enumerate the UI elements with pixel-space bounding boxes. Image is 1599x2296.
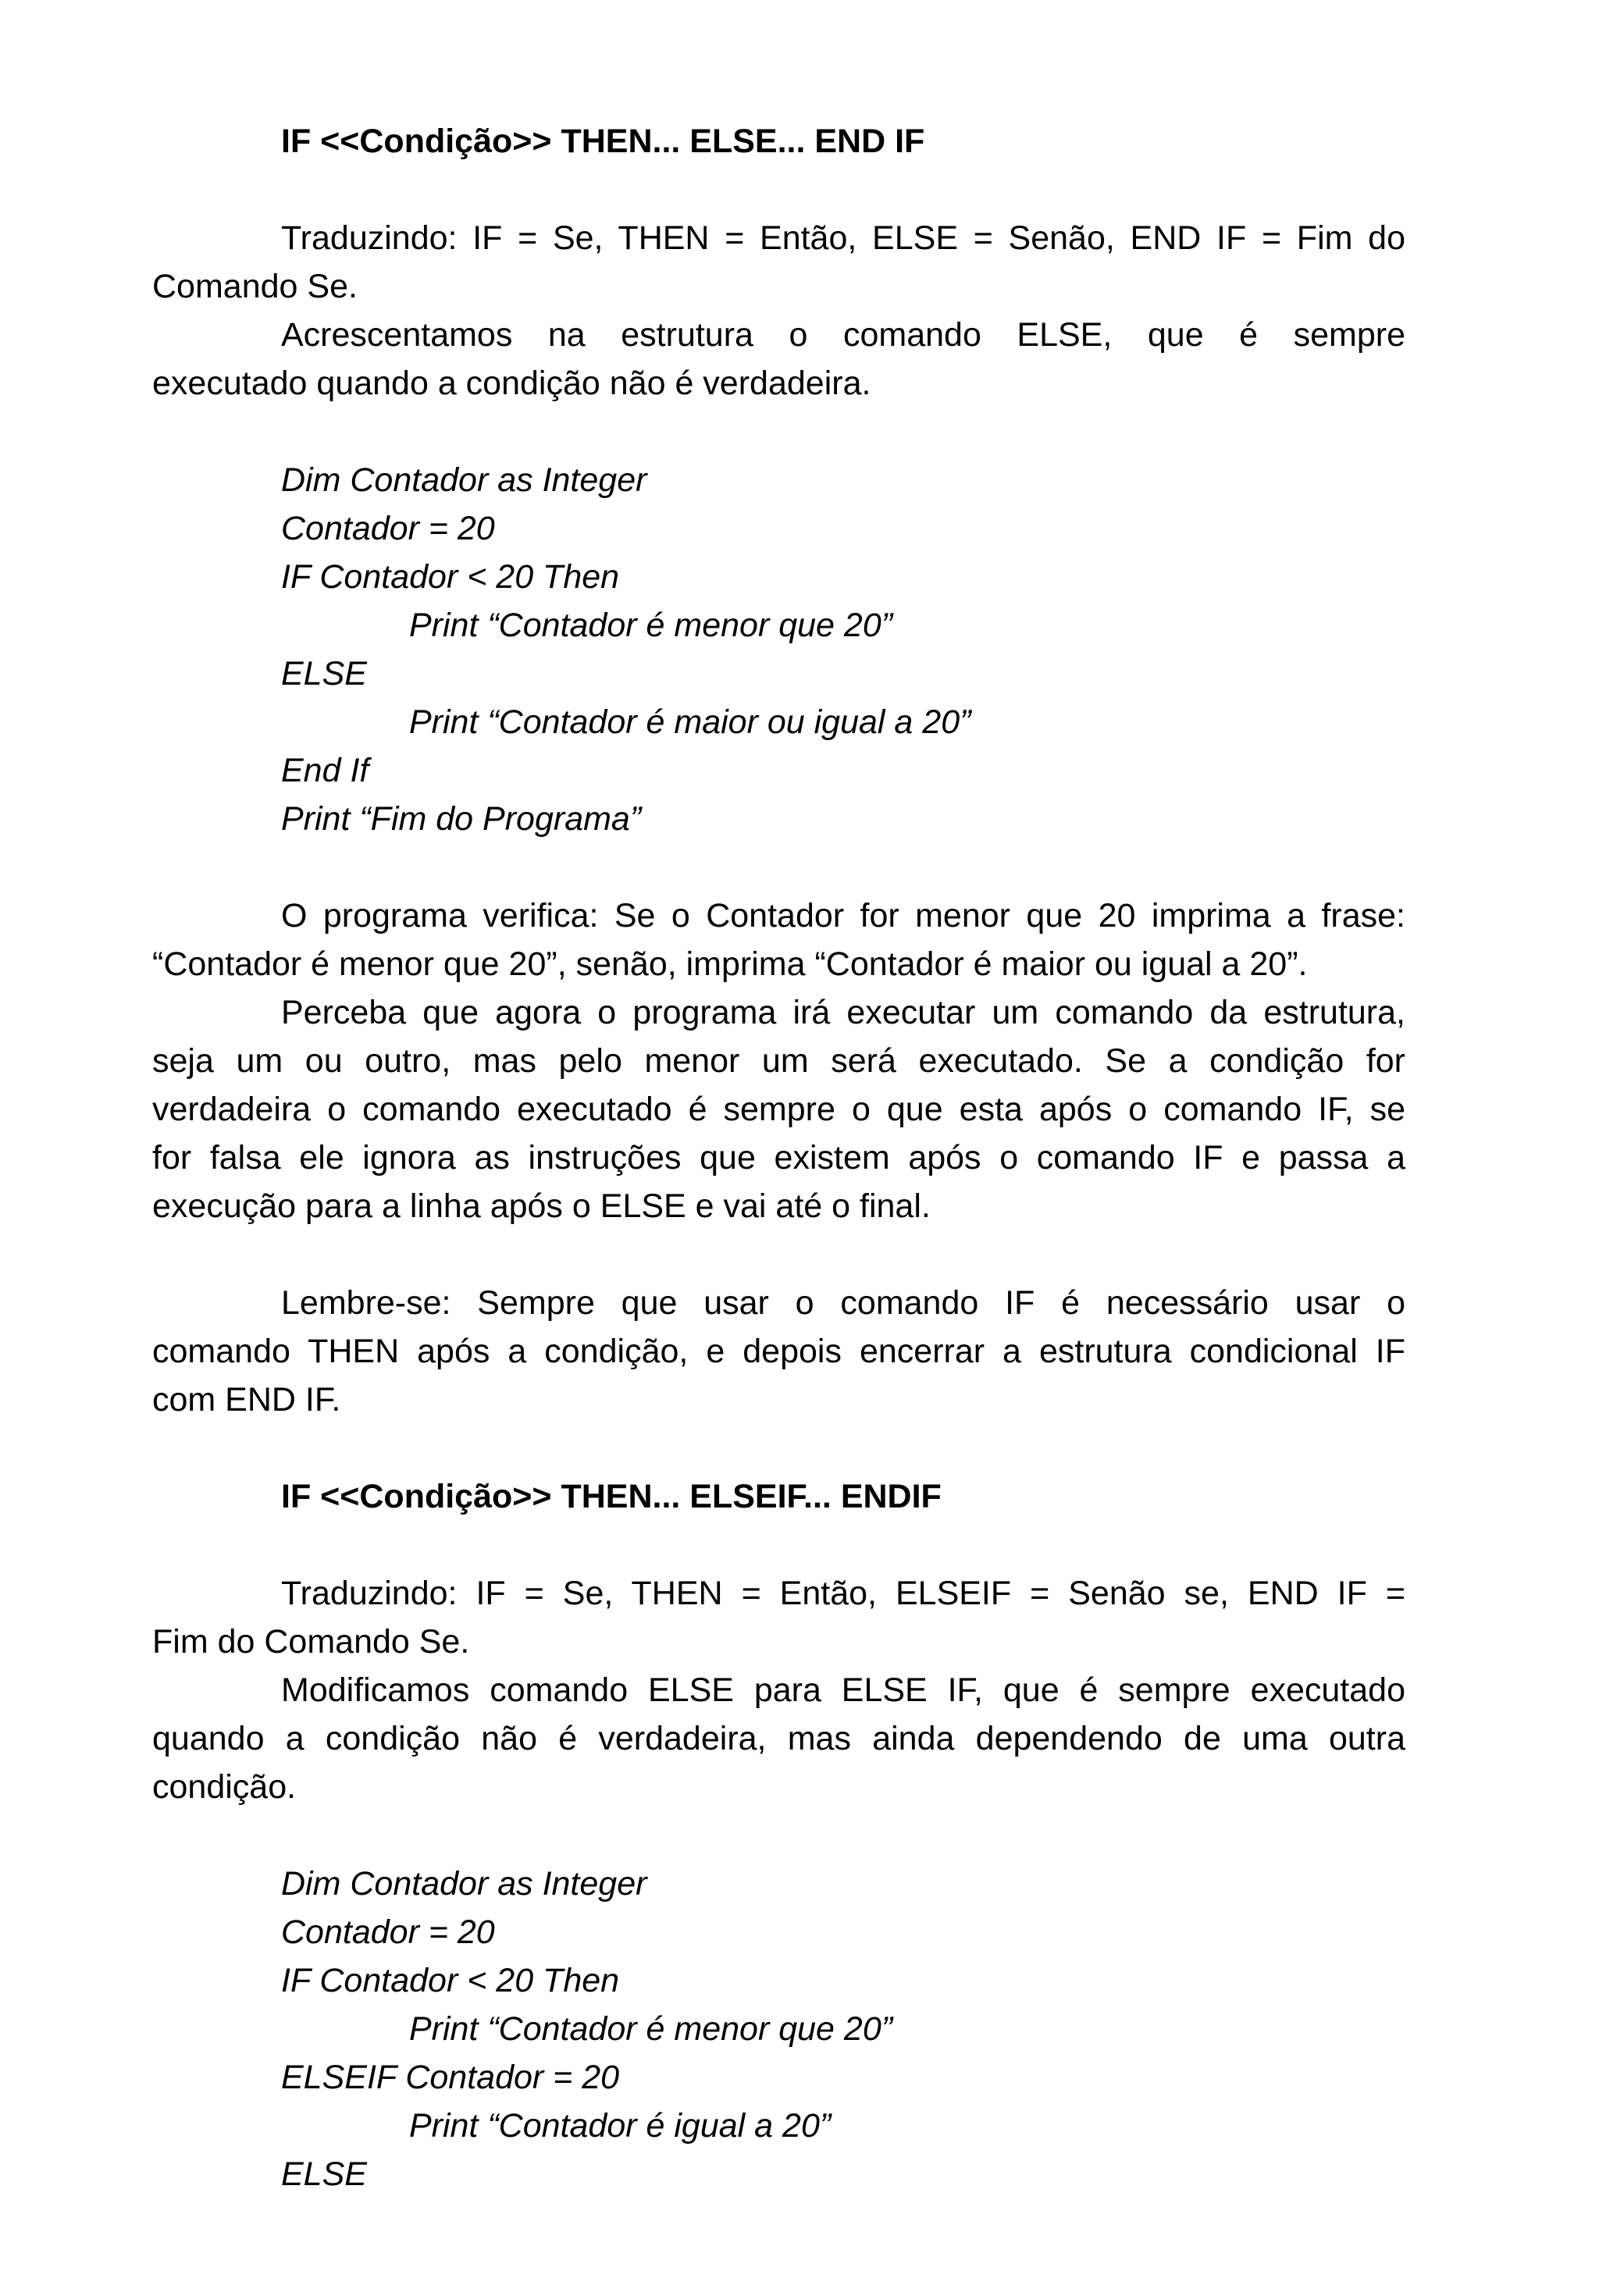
code-line: Dim Contador as Integer <box>281 461 647 499</box>
section-heading-if-else: IF <<Condição>> THEN... ELSE... END IF <box>281 123 925 160</box>
code-line: Print “Contador é maior ou igual a 20” <box>409 703 971 741</box>
paragraph-notice-line: seja um ou outro, mas pelo menor um será executado. Se a condição for <box>152 1042 1405 1080</box>
paragraph-remember-line: comando THEN após a condição, e depois encerrar a estrutura condicional IF <box>152 1333 1405 1370</box>
code-line: Dim Contador as Integer <box>281 1865 647 1903</box>
paragraph-verifies-line: O programa verifica: Se o Contador for menor que 20 imprima a frase: <box>281 897 1405 934</box>
paragraph-explanation-line: quando a condição não é verdadeira, mas ainda dependendo de uma outra <box>152 1720 1405 1757</box>
code-line: ELSE <box>281 655 367 692</box>
paragraph-explanation-line: condição. <box>152 1768 297 1806</box>
code-line: IF Contador < 20 Then <box>281 1962 620 1999</box>
code-line: Print “Contador é menor que 20” <box>409 607 893 644</box>
code-line: Contador = 20 <box>281 1913 495 1951</box>
code-line: Print “Contador é igual a 20” <box>409 2107 832 2145</box>
paragraph-translation-line: Traduzindo: IF = Se, THEN = Então, ELSE = Senão, END IF = Fim do <box>281 219 1405 257</box>
paragraph-notice-line: verdadeira o comando executado é sempre o que esta após o comando IF, se <box>152 1091 1405 1128</box>
code-line: ELSEIF Contador = 20 <box>281 2059 620 2096</box>
code-line: End If <box>281 752 369 789</box>
section-heading-if-elseif: IF <<Condição>> THEN... ELSEIF... ENDIF <box>281 1478 942 1515</box>
paragraph-translation-line: Comando Se. <box>152 268 358 305</box>
paragraph-remember-line: com END IF. <box>152 1381 341 1419</box>
paragraph-translation-line: Traduzindo: IF = Se, THEN = Então, ELSEIF = Senão se, END IF = <box>281 1575 1405 1612</box>
code-line: Print “Fim do Programa” <box>281 800 642 838</box>
paragraph-notice-line: for falsa ele ignora as instruções que existem após o comando IF e passa a <box>152 1139 1405 1176</box>
paragraph-notice-line: Perceba que agora o programa irá executar um comando da estrutura, <box>281 994 1405 1031</box>
paragraph-translation-line: Fim do Comando Se. <box>152 1623 470 1661</box>
code-line: IF Contador < 20 Then <box>281 558 620 596</box>
paragraph-explanation-line: Modificamos comando ELSE para ELSE IF, que é sempre executado <box>281 1671 1405 1709</box>
code-line: Print “Contador é menor que 20” <box>409 2010 893 2048</box>
code-line: ELSE <box>281 2155 367 2193</box>
paragraph-notice-line: execução para a linha após o ELSE e vai até o final. <box>152 1187 931 1225</box>
paragraph-explanation-line: executado quando a condição não é verdadeira. <box>152 365 871 402</box>
code-line: Contador = 20 <box>281 510 495 547</box>
paragraph-remember-line: Lembre-se: Sempre que usar o comando IF é necessário usar o <box>281 1284 1405 1322</box>
paragraph-explanation-line: Acrescentamos na estrutura o comando ELSE, que é sempre <box>281 316 1405 354</box>
paragraph-verifies-line: “Contador é menor que 20”, senão, imprima “Contador é maior ou igual a 20”. <box>152 945 1308 983</box>
